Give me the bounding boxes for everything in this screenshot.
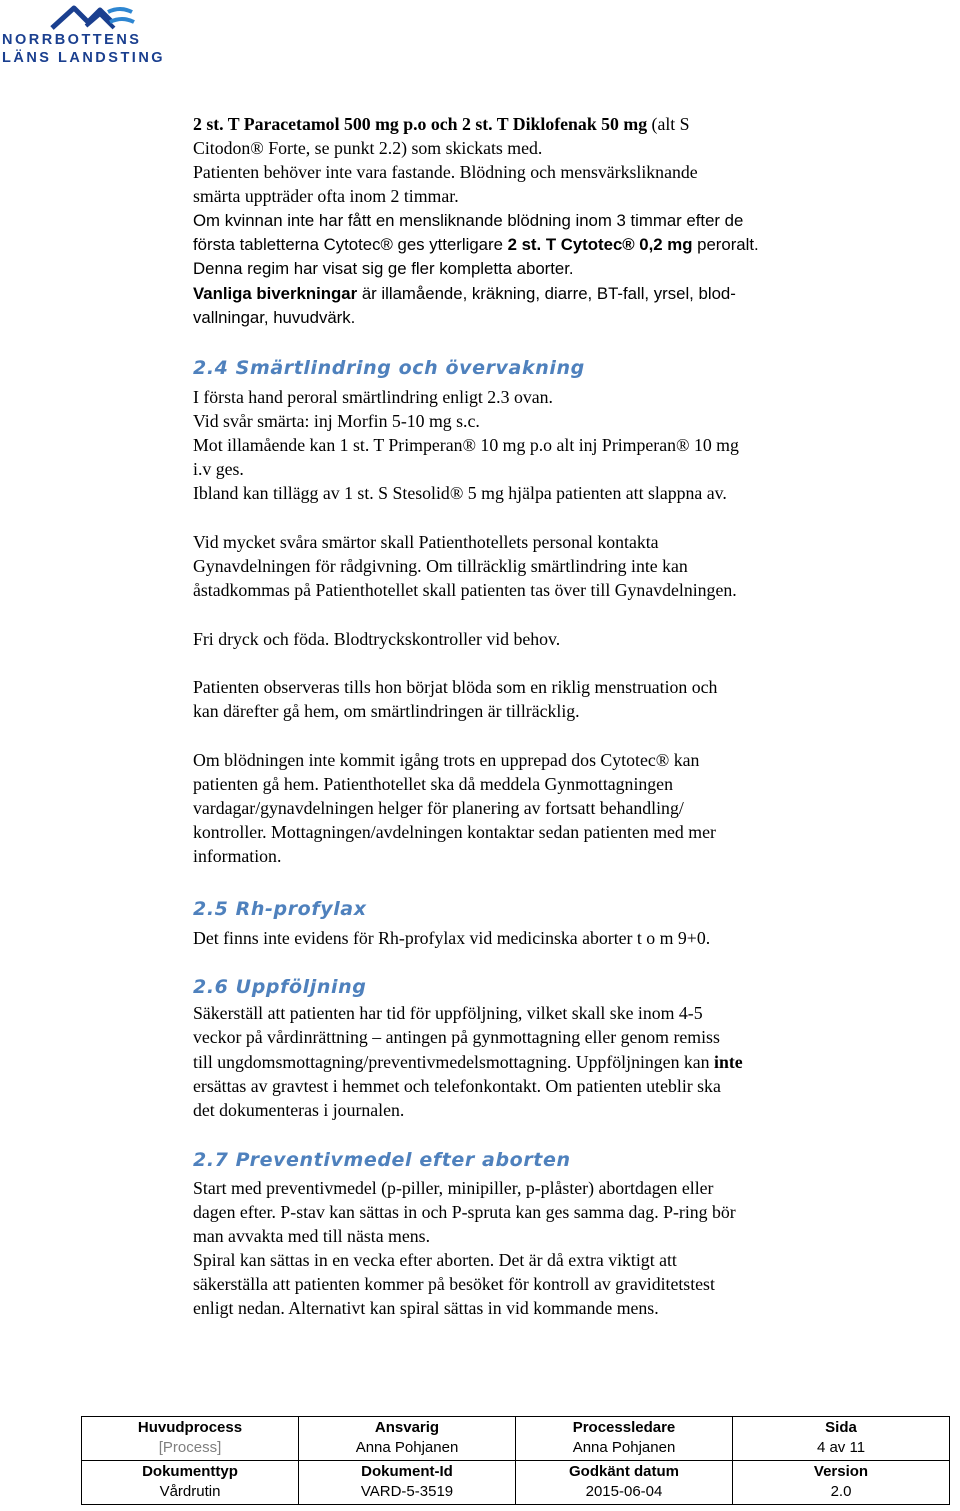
body-line: kontroller. Mottagningen/avdelningen kontaktar sedan patienten med mer [193,822,716,842]
body-line [193,233,759,257]
body-line: säkerställa att patienten kommer på besöket för kontroll av graviditetstest [193,1274,715,1294]
footer-label: Dokumenttyp [142,1463,238,1480]
section-heading-2-7: 2.7 Preventivmedel efter aborten [193,1149,571,1171]
body-line: patienten gå hem. Patienthotellet ska då meddela Gynmottagningen [193,774,673,794]
body-line: information. [193,846,282,866]
body-line: Vid svår smärta: inj Morfin 5-10 mg s.c. [193,411,480,431]
body-line: Säkerställ att patienten har tid för uppföljning, vilket skall ske inom 4-5 [193,1003,703,1023]
footer-row [82,1417,950,1461]
text-run: första tabletterna Cytotec® ges ytterligare [193,235,508,254]
footer-cell-huvudprocess [82,1417,299,1461]
body-line: Om blödningen inte kommit igång trots en upprepad dos Cytotec® kan [193,750,700,770]
body-line: kan därefter gå hem, om smärtlindringen är tillräcklig. [193,701,580,721]
body-line: Gynavdelningen för rådgivning. Om tillräcklig smärtlindring inte kan [193,556,688,576]
body-line: Spiral kan sättas in en vecka efter aborten. Det är då extra viktigt att [193,1250,677,1270]
body-line: Citodon® Forte, se punkt 2.2) som skickats med. [193,138,543,158]
footer-label: Dokument-Id [361,1463,453,1480]
footer-cell-processledare [516,1417,733,1461]
body-line: Om kvinnan inte har fått en mensliknande blödning inom 3 timmar efter de [193,211,744,230]
body-line: vallningar, huvudvärk. [193,308,356,327]
footer-cell-dokument-id [299,1461,516,1505]
footer-label: Version [813,1463,869,1480]
body-line: ersättas av gravtest i hemmet och telefonkontakt. Om patienten uteblir ska [193,1076,721,1096]
footer-cell-version [733,1461,950,1505]
body-line: åstadkommas på Patienthotellet skall patienten tas över till Gynavdelningen. [193,580,737,600]
document-footer-table [81,1416,950,1505]
footer-cell-sida [733,1417,950,1461]
body-line: veckor på vårdinrättning – antingen på gynmottagning eller genom remiss [193,1027,720,1047]
footer-label: Sida [825,1419,857,1436]
footer-value: 4 av 11 [816,1439,866,1456]
body-line: dagen efter. P-stav kan sättas in och P-spruta kan ges samma dag. P-ring bör [193,1202,736,1222]
body-line: i.v ges. [193,459,244,479]
logo-text-line1: NORRBOTTENS [2,32,142,48]
body-line: Patienten observeras tills hon börjat blöda som en riklig menstruation och [193,677,718,697]
text-run: (alt S [647,114,690,134]
bold-text: inte [714,1052,743,1072]
body-line: vardagar/gynavdelningen helger för planering av fortsatt behandling/ [193,798,684,818]
body-line: enligt nedan. Alternativt kan spiral sättas in vid kommande mens. [193,1298,659,1318]
section-heading-2-6: 2.6 Uppföljning [193,976,367,998]
footer-value: [Process] [158,1439,222,1456]
body-line: Fri dryck och föda. Blodtryckskontroller vid behov. [193,629,561,649]
body-line: man avvakta med till nästa mens. [193,1226,431,1246]
body-line: Start med preventivmedel (p-piller, minipiller, p-plåster) abortdagen eller [193,1178,714,1198]
footer-cell-godkant-datum [516,1461,733,1505]
body-line: Vid mycket svåra smärtor skall Patienthotellets personal kontakta [193,532,659,552]
body-line: Ibland kan tillägg av 1 st. S Stesolid® 5 mg hjälpa patienten att slappna av. [193,483,727,503]
body-line: Denna regim har visat sig ge fler kompletta aborter. [193,259,574,278]
bold-text: 2 st. T Paracetamol 500 mg p.o och 2 st. T Diklofenak 50 mg [193,114,648,134]
logo-mark-icon [48,2,138,32]
bold-text: 2 st. T Cytotec® 0,2 mg [507,235,693,254]
footer-value: 2015-06-04 [585,1483,663,1500]
footer-label: Processledare [572,1419,676,1436]
footer-row [82,1461,950,1505]
body-line [193,112,690,136]
footer-value: Vårdrutin [159,1483,221,1500]
footer-label: Ansvarig [374,1419,440,1436]
footer-value: Anna Pohjanen [355,1439,459,1456]
footer-value: VARD-5-3519 [360,1483,454,1500]
body-line: Det finns inte evidens för Rh-profylax vid medicinska aborter t o m 9+0. [193,928,711,948]
footer-label: Godkänt datum [568,1463,679,1480]
footer-label: Huvudprocess [137,1419,243,1436]
text-run: till ungdomsmottagning/preventivmedelsmottagning. Uppföljningen kan [193,1052,715,1072]
body-line [193,282,736,306]
logo-text-line2: LÄNS LANDSTING [2,50,166,66]
text-run: är illamående, kräkning, diarre, BT-fall, yrsel, blod- [357,284,736,303]
body-line [193,1050,743,1074]
footer-cell-ansvarig [299,1417,516,1461]
body-line: smärta uppträder ofta inom 2 timmar. [193,186,459,206]
landsting-logo [0,0,170,70]
footer-value: 2.0 [830,1483,852,1500]
footer-cell-dokumenttyp [82,1461,299,1505]
section-heading-2-4: 2.4 Smärtlindring och övervakning [193,357,585,379]
body-line: Patienten behöver inte vara fastande. Blödning och mensvärksliknande [193,162,698,182]
body-line: det dokumenteras i journalen. [193,1100,405,1120]
footer-value: Anna Pohjanen [572,1439,676,1456]
body-line: Mot illamående kan 1 st. T Primperan® 10 mg p.o alt inj Primperan® 10 mg [193,435,739,455]
bold-text: Vanliga biverkningar [193,284,358,303]
body-line: I första hand peroral smärtlindring enligt 2.3 ovan. [193,387,553,407]
section-heading-2-5: 2.5 Rh-profylax [193,898,367,920]
text-run: peroralt. [692,235,759,254]
